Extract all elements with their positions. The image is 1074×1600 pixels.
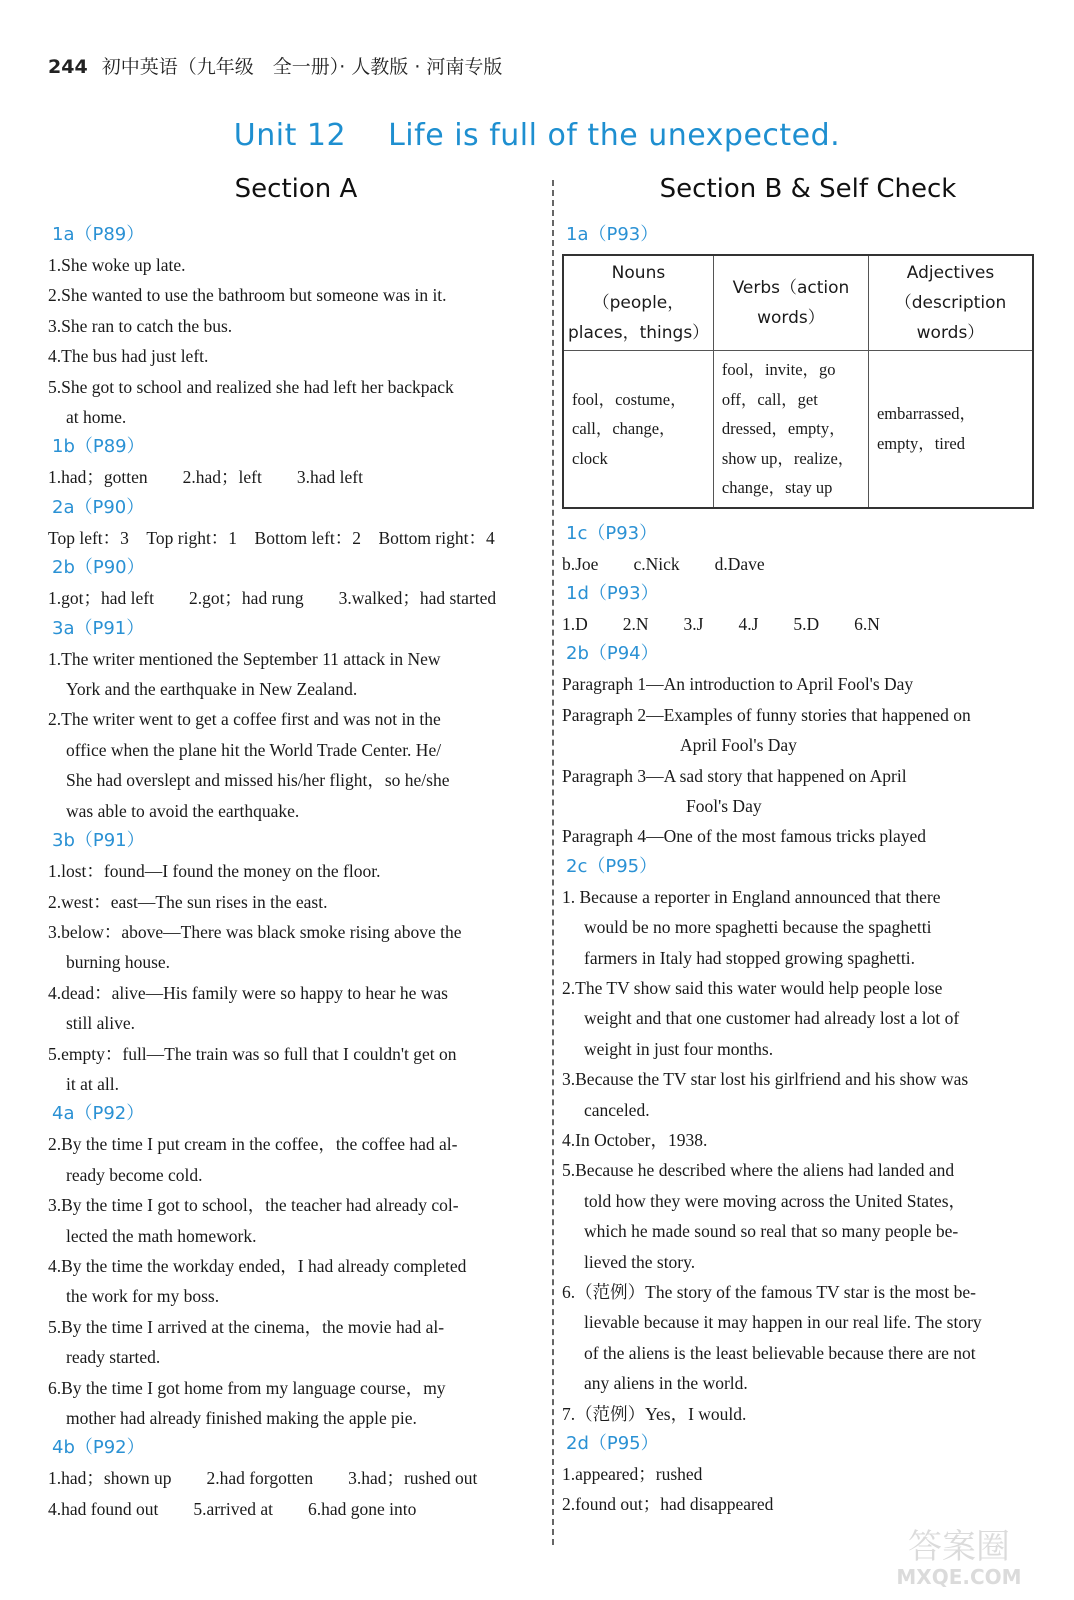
answer-line: 6.By the time I got home from my language course，my <box>48 1377 446 1398</box>
answer-line: canceled. <box>584 1099 650 1120</box>
table-header-nouns: Nouns（people，places，things） <box>563 255 713 351</box>
answer-line: 4.In October，1938. <box>562 1130 708 1150</box>
table-header-adjectives: Adjectives（description words） <box>868 255 1033 351</box>
answer-line: 4.By the time the workday ended，I had already completed <box>48 1255 467 1276</box>
answer-line: farmers in Italy had stopped growing spaghetti. <box>584 947 915 968</box>
section-a-column <box>48 170 544 1524</box>
exercise-label: 4b（P92） <box>52 1437 145 1459</box>
answer-line: 1.lost：found—I found the money on the floor. <box>48 861 381 882</box>
answer-line: the work for my boss. <box>66 1286 220 1307</box>
answer-line: told how they were moving across the United States， <box>584 1190 967 1211</box>
answer-line: 5.Because he described where the aliens had landed and <box>562 1160 955 1181</box>
answer-line: 2.The writer went to get a coffee first and was not in the <box>48 709 441 730</box>
watermark-url: MXQE.COM <box>896 1565 1022 1589</box>
answer-line: weight and that one customer had already lost a lot of <box>584 1008 960 1029</box>
answer-line: 2.The TV show said this water would help people lose <box>562 977 943 998</box>
answer-line: mother had already finished making the apple pie. <box>66 1408 417 1428</box>
answer-line: ready become cold. <box>66 1164 203 1185</box>
answer-line: 1.D 2.N 3.J 4.J 5.D 6.N <box>562 613 880 634</box>
answer-line: any aliens in the world. <box>584 1373 748 1394</box>
vocab-table <box>562 254 1034 509</box>
column-divider <box>552 180 554 1545</box>
answer-line: 1.She woke up late. <box>48 255 186 275</box>
answer-line: 5.empty：full—The train was so full that I couldn't get on <box>48 1043 457 1064</box>
exercise-label: 1c（P93） <box>566 522 658 544</box>
exercise-label: 3b（P91） <box>52 830 145 852</box>
answer-line: still alive. <box>66 1013 136 1034</box>
answer-line: 4.dead：alive—His family were so happy to hear he was <box>48 982 448 1003</box>
answer-line: 3.She ran to catch the bus. <box>48 315 233 336</box>
table-header-verbs: Verbs（action words） <box>713 255 868 351</box>
answer-line: 4.The bus had just left. <box>48 346 209 367</box>
answer-line: 1.The writer mentioned the September 11 attack in New <box>48 648 441 669</box>
book-title: 初中英语（九年级 全一册）· 人教版 · 河南专版 <box>101 56 503 78</box>
section-b-answers <box>562 519 1054 1520</box>
exercise-label: 3a（P91） <box>52 617 145 639</box>
table-cell-verbs: fool，invite，go off，call，get dressed，empty，show up，realize，change，stay up <box>713 351 868 508</box>
watermark-logo <box>874 1520 1044 1590</box>
watermark-text: 答案圈 <box>908 1527 1010 1567</box>
answer-line: Top left：3 Top right：1 Bottom left：2 Bottom right：4 <box>48 527 495 548</box>
answer-line: Paragraph 2—Examples of funny stories that happened on <box>562 704 971 725</box>
exercise-label: 1a（P89） <box>52 224 145 245</box>
exercise-label: 2c（P95） <box>566 855 658 877</box>
answer-line: 1.had；gotten 2.had；left 3.had left <box>48 467 363 488</box>
section-b-column <box>562 170 1054 1520</box>
answer-line: Paragraph 1—An introduction to April Fool's Day <box>562 674 914 695</box>
exercise-label: 1b（P89） <box>52 436 145 458</box>
answer-line: at home. <box>66 407 127 428</box>
answer-line: 2.found out；had disappeared <box>562 1494 774 1515</box>
answer-line: Paragraph 3—A sad story that happened on April <box>562 765 907 786</box>
answer-line: 1.appeared；rushed <box>562 1464 703 1485</box>
answer-line: would be no more spaghetti because the spaghetti <box>584 917 932 938</box>
unit-number: Unit 12 <box>233 118 347 153</box>
page-header <box>48 52 502 79</box>
answer-line: She had overslept and missed his/her flight，so he/she <box>66 770 450 791</box>
answer-line: 2.She wanted to use the bathroom but someone was in it. <box>48 285 447 306</box>
answer-line: office when the plane hit the World Trade Center. He/ <box>66 739 442 760</box>
section-b-title: Section B & Self Check <box>659 174 957 204</box>
answer-line: 1. Because a reporter in England announced that there <box>562 886 941 907</box>
answer-line: York and the earthquake in New Zealand. <box>66 679 358 700</box>
answer-line: lieved the story. <box>584 1251 696 1272</box>
answer-line: lievable because it may happen in our real life. The story <box>584 1312 982 1333</box>
answer-line: 6.（范例）The story of the famous TV star is the most be- <box>562 1282 976 1303</box>
answer-line: 1.had；shown up 2.had forgotten 3.had；rushed out <box>48 1468 478 1489</box>
exercise-label: 2b（P94） <box>566 643 659 665</box>
answer-line: 2.west：east—The sun rises in the east. <box>48 891 328 912</box>
answer-line: 2.By the time I put cream in the coffee，the coffee had al- <box>48 1134 458 1155</box>
answer-line: 5.By the time I arrived at the cinema，the movie had al- <box>48 1316 445 1337</box>
answer-line: 3.Because the TV star lost his girlfriend and his show was <box>562 1069 969 1090</box>
page-number: 244 <box>48 56 88 78</box>
section-a-title: Section A <box>234 174 358 204</box>
answer-line: April Fool's Day <box>680 735 797 756</box>
answer-line: lected the math homework. <box>66 1225 257 1246</box>
exercise-label: 2a（P90） <box>52 496 145 518</box>
answer-line: b.Joe c.Nick d.Dave <box>562 553 765 574</box>
answer-line: it at all. <box>66 1073 119 1094</box>
answer-line: ready started. <box>66 1347 161 1368</box>
exercise-label: 1a（P93） <box>566 224 659 245</box>
exercise-label: 2b（P90） <box>52 557 145 579</box>
unit-name: Life is full of the unexpected. <box>388 118 841 153</box>
answer-line: 3.below：above—There was black smoke rising above the <box>48 921 462 942</box>
answer-line: 7.（范例）Yes，I would. <box>562 1403 747 1424</box>
table-cell-adjectives: embarrassed，empty，tired <box>868 351 1033 508</box>
answer-line: of the aliens is the least believable because there are not <box>584 1342 976 1363</box>
answer-line: 5.She got to school and realized she had left her backpack <box>48 376 454 397</box>
section-a-answers <box>48 220 544 1524</box>
exercise-label: 2d（P95） <box>566 1433 659 1455</box>
table-cell-nouns: fool，costume，call，change，clock <box>563 351 713 508</box>
answer-line: 4.had found out 5.arrived at 6.had gone into <box>48 1498 417 1519</box>
answer-line: 3.By the time I got to school，the teacher had already col- <box>48 1195 459 1216</box>
answer-line: burning house. <box>66 952 171 973</box>
answer-line: Fool's Day <box>686 795 762 816</box>
answer-line: 1.got；had left 2.got；had rung 3.walked；had started <box>48 588 497 609</box>
answer-line: was able to avoid the earthquake. <box>66 800 300 821</box>
answer-line: Paragraph 4—One of the most famous tricks played <box>562 826 927 847</box>
answer-line: which he made sound so real that so many people be- <box>584 1221 959 1242</box>
answer-line: weight in just four months. <box>584 1038 774 1059</box>
unit-title <box>0 118 1074 153</box>
exercise-label: 1d（P93） <box>566 582 659 604</box>
exercise-label: 4a（P92） <box>52 1103 145 1125</box>
